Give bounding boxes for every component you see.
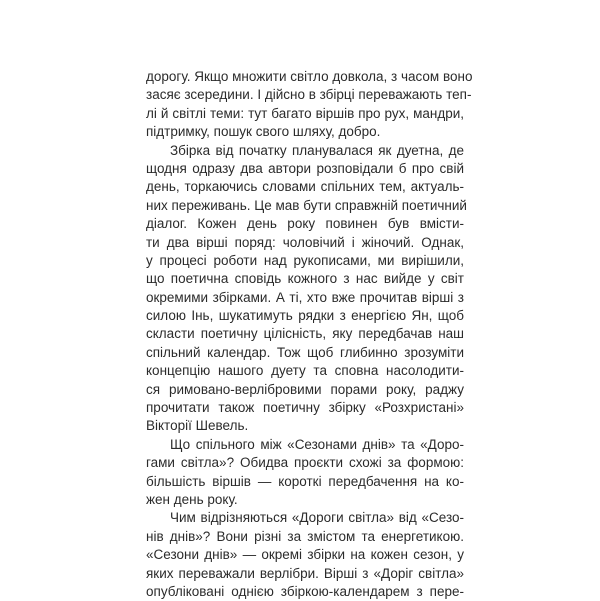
text-line: діалог. Кожен день року повинен був вмісти- bbox=[146, 216, 464, 232]
text-line: яких переважали верлібри. Вірші з «Доріг світла» bbox=[146, 565, 464, 581]
text-line: більшість віршів — короткі передбачення на ко- bbox=[146, 473, 464, 489]
text-line: опубліковані однією збіркою-календарем з пере- bbox=[146, 583, 464, 599]
text-line: «Сезони днів» — окремі збірки на кожен сезон, у bbox=[146, 547, 464, 563]
paragraph bbox=[146, 436, 464, 510]
text-line: них переживань. Це мав бути справжній поетичний bbox=[146, 197, 467, 213]
paragraph bbox=[146, 68, 473, 142]
text-line: щодня одразу два автори розповідали б про свій bbox=[146, 160, 464, 176]
text-line: ти два вірші поряд: чоловічий і жіночий. Однак, bbox=[146, 234, 464, 250]
text-line: гами світла»? Обидва проєкти схожі за формою: bbox=[146, 455, 464, 471]
text-line: у процесі роботи над рукописами, ми вирішили, bbox=[146, 252, 464, 268]
text-line: ся римовано-верлібровими порами року, раджу bbox=[146, 381, 464, 397]
text-line: нів днів»? Вони різні за змістом та енергетикою. bbox=[146, 528, 464, 544]
text-line: дорогу. Якщо множити світло довкола, з часом воно bbox=[146, 69, 473, 84]
text-line: Збірка від початку планувалася як дуетна, де bbox=[170, 142, 464, 158]
page-text bbox=[146, 68, 473, 601]
text-line: окремими збірками. А ті, хто вже прочитав вірші з bbox=[146, 289, 464, 305]
text-line: жен день року. bbox=[146, 491, 238, 507]
paragraph bbox=[146, 509, 464, 601]
text-line: підтримку, пошук свого шляху, добро. bbox=[146, 124, 381, 140]
paragraph bbox=[146, 142, 467, 436]
text-line: лі й світлі теми: тут багато віршів про рух, мандри, bbox=[146, 105, 464, 121]
text-line: концепцію нашого дуету та сповна насолодити- bbox=[146, 363, 464, 379]
text-line: Чим відрізняються «Дороги світла» від «Сезо- bbox=[170, 510, 464, 526]
text-line: скласти поетичну цілісність, яку передбачав наш bbox=[146, 326, 464, 342]
text-line: Вікторії Шевель. bbox=[146, 418, 249, 434]
text-line: спільний календар. Тож щоб глибинно зрозуміти bbox=[146, 344, 464, 360]
text-line: прочитати також поетичну збірку «Розхристані» bbox=[146, 400, 464, 416]
text-line: силою Інь, шукатимуть рядки з енергією Ян, щоб bbox=[146, 308, 464, 324]
text-line: день, торкаючись словами спільних тем, актуаль- bbox=[146, 179, 464, 195]
text-line: Що спільного між «Сезонами днів» та «Доро- bbox=[170, 436, 464, 452]
text-line: що поетична сповідь кожного з нас вийде у світ bbox=[146, 271, 464, 287]
text-line: засяє зсередини. І дійсно в збірці переважають теп- bbox=[146, 87, 472, 103]
